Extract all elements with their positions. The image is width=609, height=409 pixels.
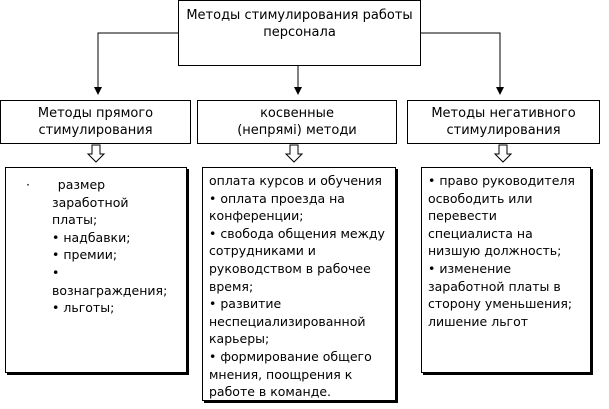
list-item: карьеры; (209, 331, 270, 347)
list-item: • оплата проезда на (209, 190, 345, 206)
category-direct-line2: стимулирования (38, 123, 153, 138)
list-item: мнения, поощрения к (209, 366, 353, 382)
list-item: • премии; (52, 247, 118, 263)
category-direct-line1: Методы прямого (37, 106, 154, 121)
list-item: заработной (52, 194, 129, 210)
list-item: низшую должность; (428, 243, 562, 259)
connector-left (98, 33, 178, 94)
category-negative-line2: стимулирования (446, 123, 561, 138)
root-node (178, 0, 421, 66)
list-item: перевести (428, 208, 497, 224)
list-item: время; (209, 278, 254, 294)
list-item: • развитие (209, 296, 282, 312)
category-negative-line1: Методы негативного (431, 106, 576, 121)
category-indirect-line1: косвенные (260, 106, 334, 121)
list-indirect (209, 172, 395, 401)
list-item: неспециализированной (209, 313, 366, 329)
list-item: сотрудниками и (209, 243, 316, 259)
list-direct (26, 176, 186, 317)
list-negative-box (421, 167, 591, 373)
list-item: • свобода общения между (209, 225, 385, 241)
list-item: • право руководителя (428, 173, 575, 188)
list-direct-box (5, 167, 187, 373)
list-item: конференции; (209, 208, 304, 224)
hollow-arrow-direct (88, 145, 104, 162)
list-item: • льготы; (52, 300, 115, 316)
hollow-arrow-negative (495, 145, 511, 162)
list-item: освободить или (428, 190, 533, 206)
list-item: руководством в рабочее (209, 260, 371, 276)
connector-right (421, 33, 500, 94)
list-item: • надбавки; (52, 229, 131, 245)
root-title-line1: Методы стимулирования работы (186, 8, 413, 23)
list-item: сторону уменьшения; (428, 296, 573, 312)
list-item: • (52, 264, 60, 280)
list-item: лишение льгот (428, 313, 529, 329)
list-item: работе в команде. (209, 384, 332, 400)
category-negative (407, 100, 600, 144)
list-item: заработной платы в (428, 278, 561, 294)
list-item: платы; (52, 212, 98, 228)
list-item: • изменение (428, 260, 512, 276)
list-item: · размер (26, 177, 106, 192)
list-item: специалиста на (428, 225, 533, 241)
list-item: • формирование общего (209, 348, 372, 364)
category-direct (0, 100, 191, 144)
list-indirect-box (202, 167, 396, 401)
list-negative (428, 172, 590, 330)
list-item: вознаграждения; (52, 282, 168, 298)
hollow-arrow-indirect (286, 145, 302, 162)
category-indirect-line2: (непрямі) методи (237, 123, 357, 138)
root-title-line2: персонала (263, 25, 336, 40)
list-item: оплата курсов и обучения (209, 173, 382, 188)
category-indirect (197, 100, 397, 144)
